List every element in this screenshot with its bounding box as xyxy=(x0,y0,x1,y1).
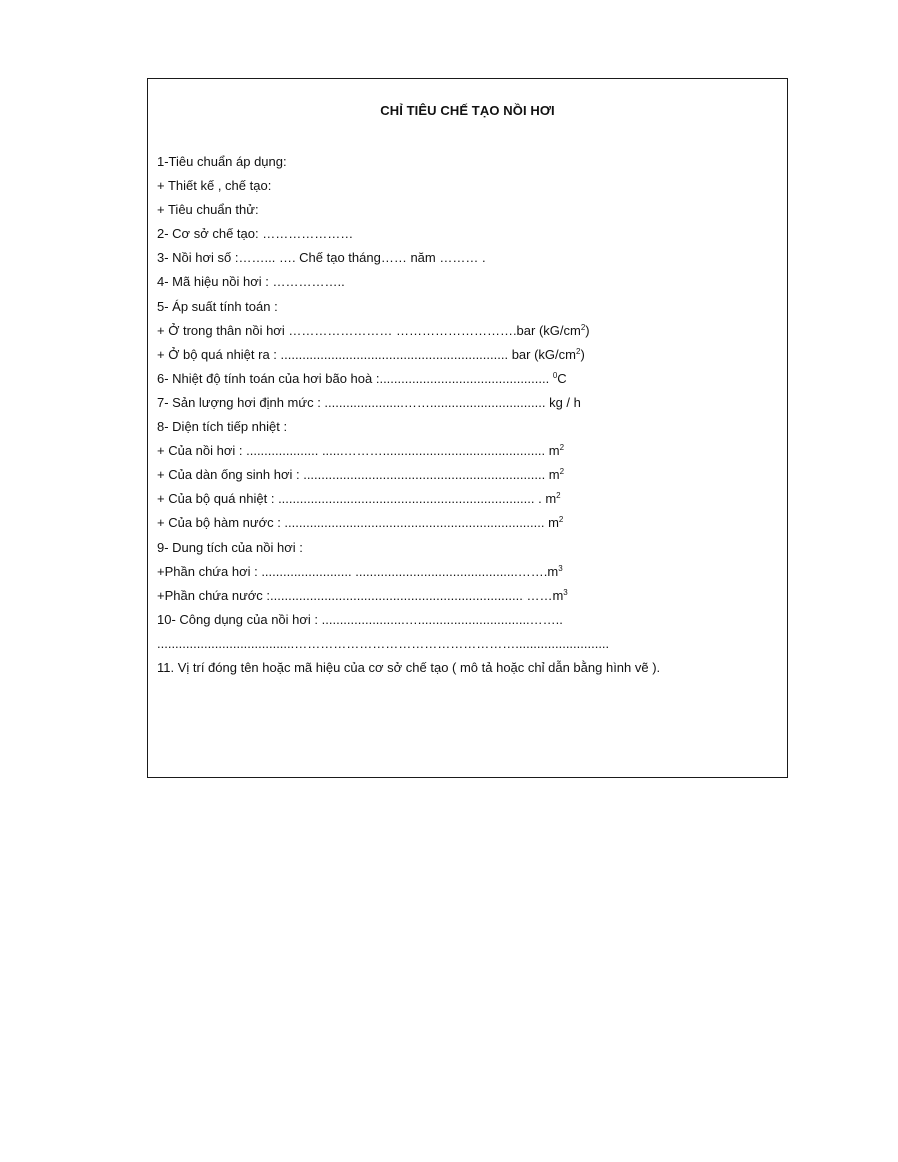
form-title: CHỈ TIÊU CHẾ TẠO NỒI HƠI xyxy=(380,103,555,118)
water-wall-surface-line xyxy=(157,463,779,487)
boiler-model-line: 4- Mã hiệu nồi hơi : …………….. xyxy=(157,274,345,290)
design-manufacture-line: + Thiết kế , chế tạo: xyxy=(157,178,272,194)
boiler-purpose-line: 10- Công dụng của nồi hơi : .......................…...............................…….. xyxy=(157,611,563,627)
nameplate-location-line: 11. Vị trí đóng tên hoặc mã hiệu của cơ sở chế tạo ( mô tả hoặc chỉ dẫn bằng hình vẽ ). xyxy=(157,659,661,675)
boiler-purpose-continuation: ......................................…………………………………………….......................... xyxy=(157,635,610,651)
degree-symbol: 0 xyxy=(552,370,558,380)
economizer-surface-line xyxy=(157,511,779,535)
form-body xyxy=(157,150,779,680)
water-wall-surface-exponent: 2 xyxy=(559,467,565,477)
water-space-volume-line xyxy=(157,584,779,608)
boiler-body-pressure-exponent: 2 xyxy=(580,322,586,332)
water-space-volume-text: +Phần chứa nước :...................................................................... ……m xyxy=(157,587,564,603)
celsius-unit: C xyxy=(557,370,567,386)
water-space-volume-exponent: 3 xyxy=(563,587,568,597)
boiler-volume-heading: 9- Dung tích của nồi hơi : xyxy=(157,539,303,555)
economizer-surface-text: + Của bộ hàm nước : ........................................................................ m xyxy=(157,515,559,531)
form-frame xyxy=(147,78,788,778)
superheater-pressure-text: + Ở bộ quá nhiệt ra : ............................................................... bar (kG/cm xyxy=(157,346,576,362)
superheater-surface-text: + Của bộ quá nhiệt : ....................................................................... . m xyxy=(157,491,557,507)
boiler-heating-surface-text: + Của nồi hơi : .................... ......………............................................. m xyxy=(157,443,560,459)
saturated-temperature-text: 6- Nhiệt độ tính toán của hơi bão hoà :............................................... xyxy=(157,370,553,386)
boiler-heating-surface-line xyxy=(157,439,779,463)
water-wall-surface-text: + Của dàn ống sinh hơi : ................................................................... m xyxy=(157,467,560,483)
boiler-body-pressure-line xyxy=(157,319,779,343)
steam-space-volume-line xyxy=(157,560,779,584)
heating-surface-heading: 8- Diện tích tiếp nhiệt : xyxy=(157,419,288,435)
boiler-number-line: 3- Nồi hơi số :……... …. Chế tạo tháng…… năm ……… . xyxy=(157,250,486,266)
economizer-surface-exponent: 2 xyxy=(558,515,564,525)
boiler-heating-surface-exponent: 2 xyxy=(559,443,565,453)
steam-output-line: 7- Sản lượng hơi định mức : ......................……................................ kg / h xyxy=(157,394,581,410)
test-standard-line: + Tiêu chuẩn thử: xyxy=(157,202,259,218)
boiler-body-pressure-tail: ) xyxy=(585,322,590,338)
design-pressure-heading: 5- Áp suất tính toán : xyxy=(157,298,278,314)
manufacturer-line: 2- Cơ sở chế tạo: ………………… xyxy=(157,226,354,242)
steam-space-volume-exponent: 3 xyxy=(558,563,563,573)
superheater-surface-exponent: 2 xyxy=(556,491,561,501)
superheater-pressure-tail: ) xyxy=(580,346,585,362)
superheater-pressure-exponent: 2 xyxy=(575,346,581,356)
applied-standard-heading: 1-Tiêu chuẩn áp dụng: xyxy=(157,154,287,169)
steam-space-volume-text: +Phần chứa hơi : ......................... .............................................…….m xyxy=(157,563,559,579)
superheater-pressure-line xyxy=(157,343,779,367)
superheater-surface-line xyxy=(157,487,779,511)
boiler-body-pressure-text: + Ở trong thân nồi hơi …………………… ……………………….bar (kG/cm xyxy=(157,322,581,338)
saturated-temperature-line xyxy=(157,367,779,391)
